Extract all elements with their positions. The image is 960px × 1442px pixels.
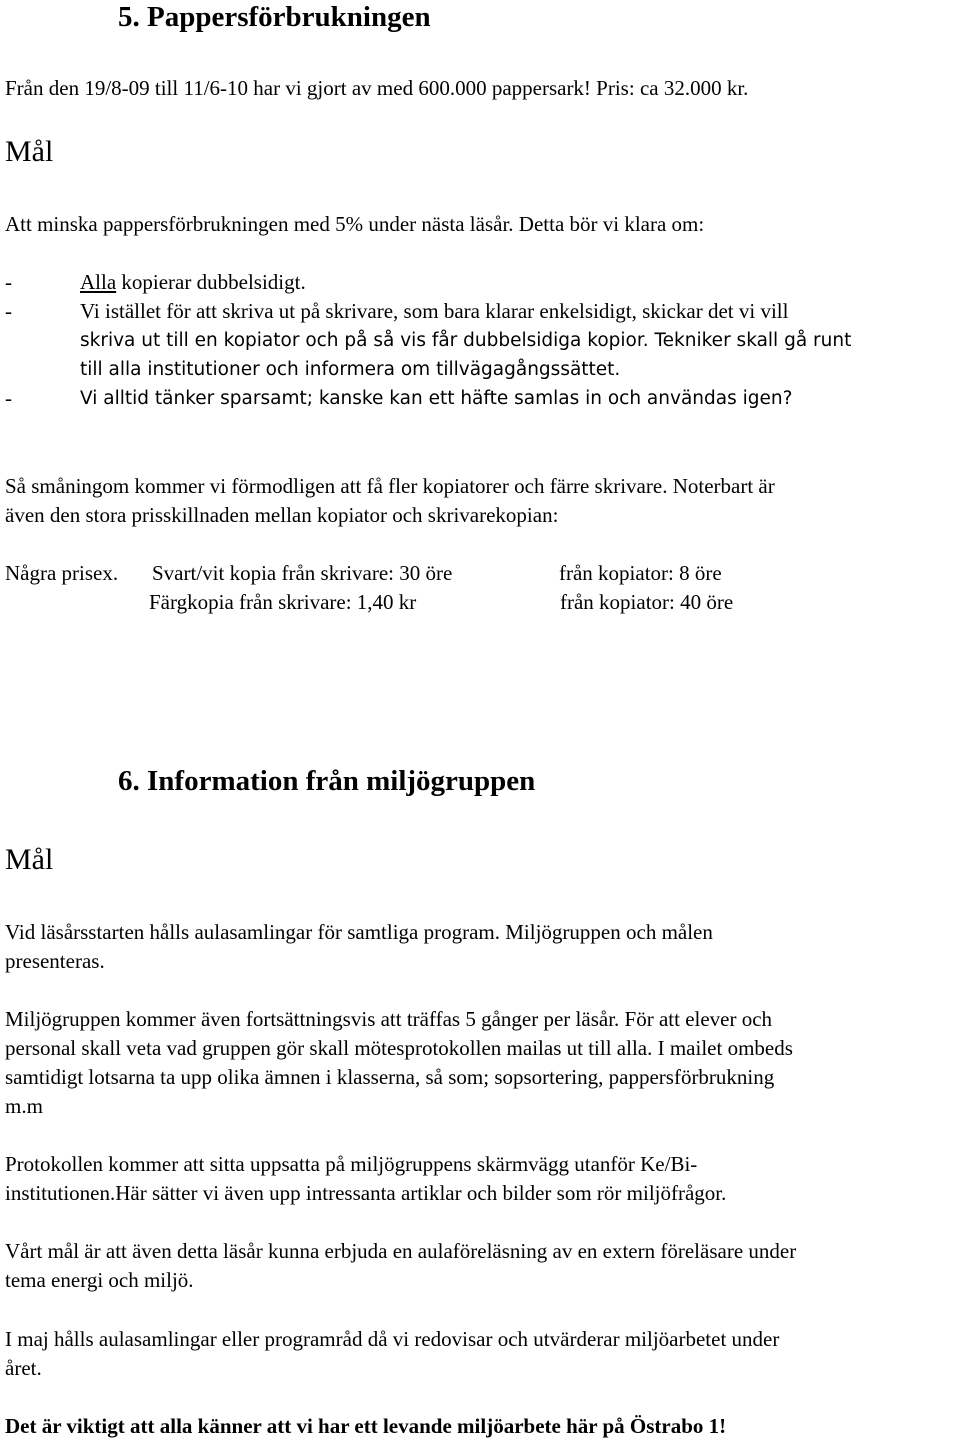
paragraph-line: Så småningom kommer vi förmodligen att få fler kopiatorer och färre skrivare. Noterbart är bbox=[5, 474, 775, 498]
paragraph-line: även den stora prisskillnaden mellan kopiator och skrivarekopian: bbox=[5, 503, 559, 527]
paragraph-line: Protokollen kommer att sitta uppsatta på miljögruppens skärmvägg utanför Ke/Bi- bbox=[5, 1152, 698, 1176]
paragraph-line: personal skall veta vad gruppen gör skall mötesprotokollen mailas ut till alla. I mailet ombeds bbox=[5, 1036, 793, 1060]
list-item-text: skriva ut till en kopiator och på så vis får dubbelsidiga kopior. Tekniker skall gå runt bbox=[80, 330, 852, 351]
section-5-heading: 5. Pappersförbrukningen bbox=[118, 1, 431, 33]
list-item-text: Vi alltid tänker sparsamt; kanske kan ett häfte samlas in och användas igen? bbox=[80, 388, 793, 409]
bullet-dash: - bbox=[5, 270, 12, 294]
paragraph-line: Miljögruppen kommer även fortsättningsvis att träffas 5 gånger per läsår. För att elever och bbox=[5, 1007, 773, 1031]
list-item-text: till alla institutioner och informera om tillvägagångssättet. bbox=[80, 359, 621, 380]
goal-text: Att minska pappersförbrukningen med 5% under nästa läsår. Detta bör vi klara om: bbox=[5, 212, 705, 236]
closing-statement: Det är viktigt att alla känner att vi har ett levande miljöarbete här på Östrabo 1! bbox=[5, 1414, 727, 1438]
paragraph-line: I maj hålls aulasamlingar eller programråd då vi redovisar och utvärderar miljöarbetet under bbox=[5, 1327, 780, 1351]
paragraph-line: samtidigt lotsarna ta upp olika ämnen i klasserna, så som; sopsortering, pappersförbrukning bbox=[5, 1065, 775, 1089]
list-item-text: Vi istället för att skriva ut på skrivare, som bara klarar enkelsidigt, skickar det vi vill bbox=[80, 299, 789, 323]
paragraph-line: institutionen.Här sätter vi även upp intressanta artiklar och bilder som rör miljöfrågor. bbox=[5, 1181, 727, 1205]
paragraph-line: Vårt mål är att även detta läsår kunna erbjuda en aulaföreläsning av en extern föreläsare under bbox=[5, 1239, 797, 1263]
underlined-word: Alla bbox=[80, 270, 117, 294]
price-printer-bw: Svart/vit kopia från skrivare: 30 öre bbox=[152, 561, 453, 585]
paragraph-line: året. bbox=[5, 1356, 42, 1380]
section-6-heading: 6. Information från miljögruppen bbox=[118, 765, 536, 797]
list-item-text: Alla kopierar dubbelsidigt. bbox=[80, 270, 306, 294]
bullet-dash: - bbox=[5, 386, 12, 410]
goal-label: Mål bbox=[5, 843, 54, 876]
bullet-dash: - bbox=[5, 299, 12, 323]
price-label: Några prisex. bbox=[5, 561, 119, 585]
paragraph-line: tema energi och miljö. bbox=[5, 1268, 194, 1292]
paragraph-line: presenteras. bbox=[5, 949, 105, 973]
section-5-intro: Från den 19/8-09 till 11/6-10 har vi gjort av med 600.000 pappersark! Pris: ca 32.000 kr. bbox=[5, 76, 749, 100]
paragraph-line: m.m bbox=[5, 1094, 43, 1118]
price-copier-color: från kopiator: 40 öre bbox=[560, 590, 734, 614]
price-copier-bw: från kopiator: 8 öre bbox=[559, 561, 722, 585]
price-printer-color: Färgkopia från skrivare: 1,40 kr bbox=[149, 590, 417, 614]
paragraph-line: Vid läsårsstarten hålls aulasamlingar för samtliga program. Miljögruppen och målen bbox=[5, 920, 713, 944]
goal-label: Mål bbox=[5, 135, 54, 168]
